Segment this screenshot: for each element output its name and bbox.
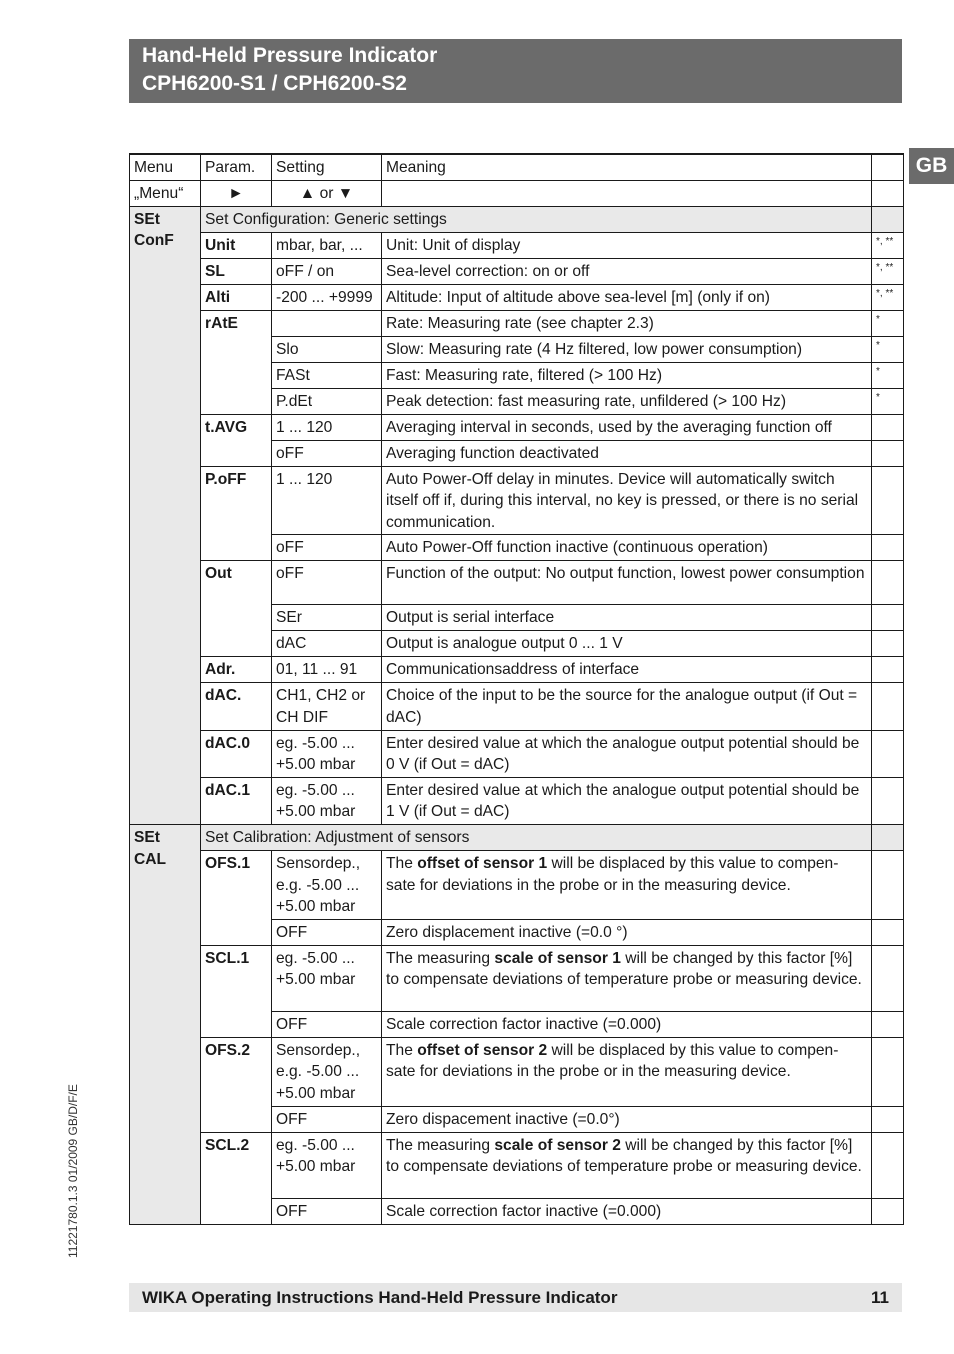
note-cell [872,1037,904,1106]
meaning-cell: Unit: Unit of display [382,232,872,258]
meaning-cell: Altitude: Input of altitude above sea-level [m] (only if on) [382,284,872,310]
param-cell: rAtE [201,310,272,414]
meaning-cell [382,850,872,919]
note-cell [872,561,904,605]
table-row [130,683,904,730]
document-code: 11221780.1.3 01/2009 GB/D/F/E [66,1084,80,1258]
meaning-cell [382,945,872,1011]
meaning-text: will be changed by this factor [%] to compensate deviations of temperature probe or measuring device. [386,1136,862,1176]
setting-cell: Sensordep., e.g. -5.00 ... +5.00 mbar [272,1037,382,1106]
note-cell [872,466,904,535]
meaning-text: will be displaced by this value to compen-sate for deviations in the probe or in the measuring device. [386,1041,839,1081]
page-number: 11 [871,1287,889,1307]
table-row [130,1132,904,1198]
setting-cell [272,310,382,336]
nav-meaning-cell [382,180,872,206]
table-row [130,414,904,440]
meaning-cell: Auto Power-Off function inactive (continuous operation) [382,535,872,561]
setting-cell: OFF [272,919,382,945]
meaning-cell: Averaging function deactivated [382,440,872,466]
page-header [129,39,902,103]
table-row [130,1037,904,1106]
meaning-text: The [386,854,418,872]
section-row-setconf [130,206,904,232]
table-row [130,657,904,683]
table-header-row [130,154,904,180]
meaning-text: will be changed by this factor [%] to compensate deviations of temperature probe or measuring device. [386,949,862,989]
section-title: Set Configuration: Generic settings [201,206,872,232]
table-row [130,945,904,1011]
meaning-cell: Scale correction factor inactive (=0.000) [382,1198,872,1224]
meaning-cell: Auto Power-Off delay in minutes. Device will automatically switch itself off if, during this interval, no key is pressed, or there is no serial communication. [382,466,872,535]
parameter-table-body [130,154,904,1224]
note-cell: * [872,310,904,336]
meaning-emphasis: offset of sensor 1 [417,854,548,872]
note-cell [872,1106,904,1132]
param-cell: Adr. [201,657,272,683]
setting-cell: oFF / on [272,258,382,284]
note-cell [872,631,904,657]
nav-setting-arrows: ▲ or ▼ [272,180,382,206]
param-cell: SCL.2 [201,1132,272,1224]
meaning-cell: Choice of the input to be the source for the analogue output (if Out = dAC) [382,683,872,730]
page-footer [129,1283,902,1312]
note-cell: * [872,336,904,362]
setting-cell: eg. -5.00 ... +5.00 mbar [272,1132,382,1198]
meaning-text: The measuring [386,1136,495,1154]
param-cell: t.AVG [201,414,272,466]
table-row [130,310,904,336]
note-cell: * [872,388,904,414]
meaning-text: The [386,1041,418,1059]
setting-cell: Slo [272,336,382,362]
setting-cell: oFF [272,440,382,466]
table-row [130,850,904,919]
meaning-cell: Rate: Measuring rate (see chapter 2.3) [382,310,872,336]
note-cell [872,1132,904,1198]
note-cell [872,683,904,730]
meaning-emphasis: scale of sensor 2 [494,1136,621,1154]
meaning-cell: Zero displacement inactive (=0.0 °) [382,919,872,945]
setting-cell: FASt [272,362,382,388]
meaning-cell: Communicationsaddress of interface [382,657,872,683]
meaning-cell: Peak detection: fast measuring rate, unfildered (> 100 Hz) [382,388,872,414]
table-row [130,561,904,605]
table-row [130,730,904,777]
param-cell: P.oFF [201,466,272,561]
section-note-cell [872,206,904,232]
setting-cell: mbar, bar, ... [272,232,382,258]
setting-cell: OFF [272,1198,382,1224]
note-cell [872,1198,904,1224]
navigation-row [130,180,904,206]
section-menu-line2: ConF [134,232,174,250]
header-subtitle: CPH6200-S1 / CPH6200-S2 [142,72,407,95]
setting-cell: SEr [272,605,382,631]
setting-cell: Sensordep., e.g. -5.00 ... +5.00 mbar [272,850,382,919]
nav-param-arrow: ► [201,180,272,206]
meaning-cell: Enter desired value at which the analogue output potential should be 0 V (if Out = dAC) [382,730,872,777]
setting-cell: eg. -5.00 ... +5.00 mbar [272,777,382,824]
setting-cell: OFF [272,1106,382,1132]
meaning-text: will be displaced by this value to compen-sate for deviations in the probe or in the measuring device. [386,854,839,894]
param-cell: OFS.2 [201,1037,272,1132]
meaning-cell: Enter desired value at which the analogue output potential should be 1 V (if Out = dAC) [382,777,872,824]
param-cell: SL [201,258,272,284]
note-cell [872,777,904,824]
setting-cell: 01, 11 ... 91 [272,657,382,683]
meaning-cell: Output is serial interface [382,605,872,631]
param-cell: Unit [201,232,272,258]
note-cell [872,945,904,1011]
meaning-cell: Zero dispacement inactive (=0.0°) [382,1106,872,1132]
meaning-cell: Averaging interval in seconds, used by the averaging function off [382,414,872,440]
note-cell: *, ** [872,258,904,284]
note-cell [872,919,904,945]
table-row [130,284,904,310]
note-cell [872,605,904,631]
note-cell: *, ** [872,284,904,310]
note-cell [872,657,904,683]
column-header-setting: Setting [272,154,382,180]
setting-cell: P.dEt [272,388,382,414]
footer-text: WIKA Operating Instructions Hand-Held Pressure Indicator [142,1287,618,1307]
note-cell [872,850,904,919]
section-menu-setcal [130,824,201,1224]
note-cell [872,1011,904,1037]
setting-cell: CH1, CH2 or CH DIF [272,683,382,730]
section-menu-line1: SEt [134,828,160,846]
column-header-note [872,154,904,180]
language-tab: GB [909,148,954,184]
param-cell: OFS.1 [201,850,272,945]
meaning-cell [382,1132,872,1198]
section-menu-setconf [130,206,201,824]
meaning-cell: Output is analogue output 0 ... 1 V [382,631,872,657]
nav-note-cell [872,180,904,206]
header-title: Hand-Held Pressure Indicator [142,44,438,67]
meaning-emphasis: scale of sensor 1 [494,949,621,967]
column-header-menu: Menu [130,154,201,180]
setting-cell: oFF [272,535,382,561]
meaning-cell: Function of the output: No output function, lowest power consumption [382,561,872,605]
meaning-cell: Slow: Measuring rate (4 Hz filtered, low power consumption) [382,336,872,362]
meaning-cell: Fast: Measuring rate, filtered (> 100 Hz) [382,362,872,388]
setting-cell: dAC [272,631,382,657]
param-cell: SCL.1 [201,945,272,1037]
note-cell [872,440,904,466]
meaning-cell [382,1037,872,1106]
param-cell: Out [201,561,272,657]
param-cell: dAC.0 [201,730,272,777]
setting-cell: oFF [272,561,382,605]
param-cell: Alti [201,284,272,310]
note-cell: * [872,362,904,388]
parameter-table [129,153,904,1225]
param-cell: dAC. [201,683,272,730]
note-cell [872,730,904,777]
section-title: Set Calibration: Adjustment of sensors [201,824,872,850]
setting-cell: -200 ... +9999 [272,284,382,310]
note-cell [872,535,904,561]
meaning-emphasis: offset of sensor 2 [417,1041,548,1059]
nav-menu-label: „Menu“ [130,180,201,206]
table-row [130,232,904,258]
section-row-setcal [130,824,904,850]
meaning-text: The measuring [386,949,495,967]
column-header-param: Param. [201,154,272,180]
table-row [130,258,904,284]
setting-cell: eg. -5.00 ... +5.00 mbar [272,730,382,777]
setting-cell: 1 ... 120 [272,414,382,440]
setting-cell: OFF [272,1011,382,1037]
meaning-cell: Scale correction factor inactive (=0.000) [382,1011,872,1037]
note-cell [872,414,904,440]
setting-cell: eg. -5.00 ... +5.00 mbar [272,945,382,1011]
column-header-meaning: Meaning [382,154,872,180]
section-menu-line1: SEt [134,210,160,228]
meaning-cell: Sea-level correction: on or off [382,258,872,284]
param-cell: dAC.1 [201,777,272,824]
note-cell: *, ** [872,232,904,258]
setting-cell: 1 ... 120 [272,466,382,535]
section-note-cell [872,824,904,850]
table-row [130,777,904,824]
table-row [130,466,904,535]
section-menu-line2: CAL [134,850,167,868]
